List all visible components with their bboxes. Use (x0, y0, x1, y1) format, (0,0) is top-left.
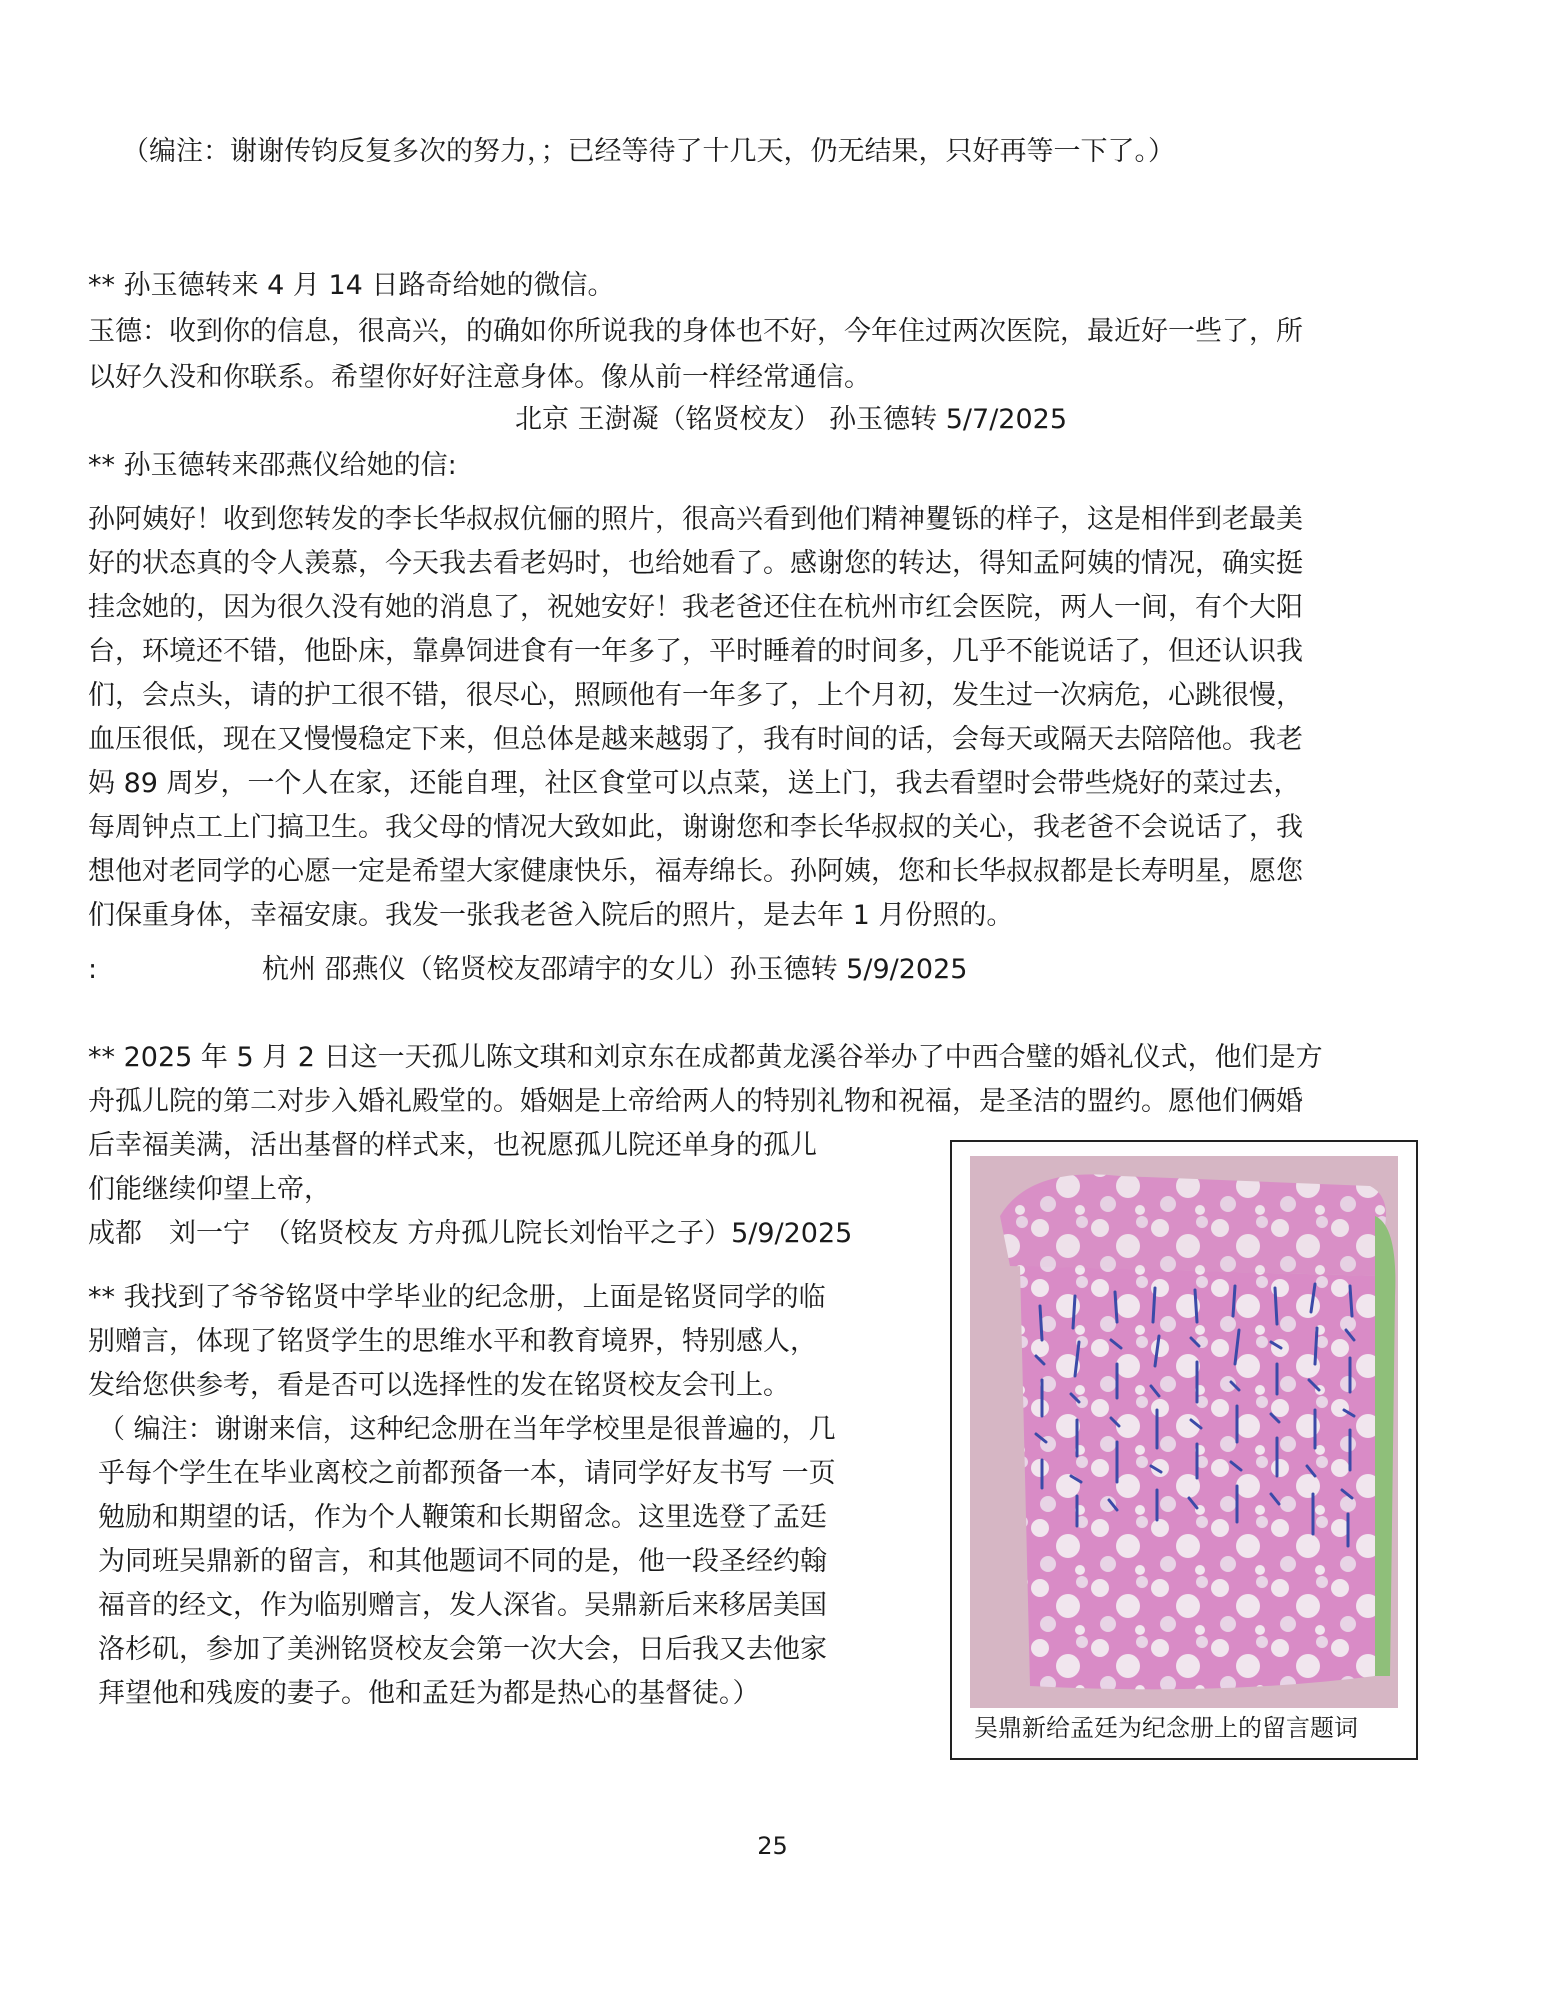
paragraph-line: 拜望他和残废的妻子。他和孟廷为都是热心的基督徒。） (98, 1678, 760, 1709)
paragraph-line: 们保重身体，幸福安康。我发一张我老爸入院后的照片，是去年 1 月份照的。 (88, 900, 1014, 931)
paragraph-line: 血压很低，现在又慢慢稳定下来，但总体是越来越弱了，我有时间的话，会每天或隔天去陪陪他。我老 (88, 724, 1303, 755)
signature-wang: 北京 王澍凝（铭贤校友） 孙玉德转 5/7/2025 (515, 404, 1068, 435)
paragraph-line: 好的状态真的令人羡慕，今天我去看老妈时，也给她看了。感谢您的转达，得知孟阿姨的情况，确实挺 (88, 548, 1303, 579)
paragraph-line: ** 我找到了爷爷铭贤中学毕业的纪念册，上面是铭贤同学的临 (88, 1282, 826, 1313)
paragraph-line: 勉励和期望的话，作为个人鞭策和长期留念。这里选登了孟廷 (98, 1502, 827, 1533)
paragraph-line: 玉德：收到你的信息，很高兴，的确如你所说我的身体也不好，今年住过两次医院，最近好一些了，所 (88, 316, 1303, 347)
album-editor-note (98, 1408, 836, 1716)
paragraph-line: 妈 89 周岁，一个人在家，还能自理，社区食堂可以点菜，送上门，我去看望时会带些烧好的菜过去， (88, 768, 1301, 799)
paragraph-line: 想他对老同学的心愿一定是希望大家健康快乐，福寿绵长。孙阿姨，您和长华叔叔都是长寿明星，愿您 (88, 856, 1303, 887)
signature-colon: : (88, 954, 98, 985)
paragraph-line: ** 2025 年 5 月 2 日这一天孤儿陈文琪和刘京东在成都黄龙溪谷举办了中西合璧的婚礼仪式，他们是方 (88, 1042, 1323, 1073)
paragraph-line: 洛杉矶，参加了美洲铭贤校友会第一次大会，日后我又去他家 (98, 1634, 827, 1665)
album-illustration (970, 1156, 1398, 1708)
section-heading-shao: ** 孙玉德转来邵燕仪给她的信: (88, 450, 457, 481)
editor-note: （编注：谢谢传钧反复多次的努力，；已经等待了十几天，仍无结果，只好再等一下了。） (122, 136, 1175, 167)
album-intro (88, 1276, 826, 1408)
page-number: 25 (757, 1832, 788, 1860)
signature-shao: 杭州 邵燕仪（铭贤校友邵靖宇的女儿）孙玉德转 5/9/2025 (262, 954, 968, 985)
letter-body-shao (88, 498, 1303, 938)
photo-caption: 吴鼎新给孟廷为纪念册上的留言题词 (974, 1714, 1358, 1742)
paragraph-line: 后幸福美满，活出基督的样式来，也祝愿孤儿院还单身的孤儿 (88, 1130, 817, 1161)
paragraph-line: 别赠言，体现了铭贤学生的思维水平和教育境界，特别感人， (88, 1326, 817, 1357)
paragraph-line: 们，会点头，请的护工很不错，很尽心，照顾他有一年多了，上个月初，发生过一次病危，心跳很慢， (88, 680, 1303, 711)
paragraph-line: 为同班吴鼎新的留言，和其他题词不同的是，他一段圣经约翰 (98, 1546, 827, 1577)
paragraph-line: 挂念她的，因为很久没有她的消息了，祝她安好！我老爸还住在杭州市红会医院，两人一间，有个大阳 (88, 592, 1303, 623)
photo-frame (950, 1140, 1418, 1760)
paragraph-line: 以好久没和你联系。希望你好好注意身体。像从前一样经常通信。 (88, 362, 871, 393)
paragraph-line: 福音的经文，作为临别赠言，发人深省。吴鼎新后来移居美国 (98, 1590, 827, 1621)
paragraph-line: 乎每个学生在毕业离校之前都预备一本，请同学好友书写 一页 (98, 1458, 836, 1489)
section-heading-wang: ** 孙玉德转来 4 月 14 日路奇给她的微信。 (88, 270, 615, 301)
signature-chengdu: 成都 刘一宁 （铭贤校友 方舟孤儿院长刘怡平之子）5/9/2025 (88, 1218, 853, 1249)
paragraph-line: 发给您供参考，看是否可以选择性的发在铭贤校友会刊上。 (88, 1370, 790, 1401)
paragraph-line: 台，环境还不错，他卧床，靠鼻饲进食有一年多了，平时睡着的时间多，几乎不能说话了，但还认识我 (88, 636, 1303, 667)
paragraph-line: 们能继续仰望上帝， (88, 1174, 331, 1205)
paragraph-line: （ 编注：谢谢来信，这种纪念册在当年学校里是很普遍的，几 (98, 1414, 836, 1445)
paragraph-line: 孙阿姨好！收到您转发的李长华叔叔伉俪的照片，很高兴看到他们精神矍铄的样子，这是相伴到老最美 (88, 504, 1303, 535)
paragraph-line: 舟孤儿院的第二对步入婚礼殿堂的。婚姻是上帝给两人的特别礼物和祝福，是圣洁的盟约。愿他们俩婚 (88, 1086, 1303, 1117)
album-photo (970, 1156, 1398, 1708)
paragraph-line: 每周钟点工上门搞卫生。我父母的情况大致如此，谢谢您和李长华叔叔的关心，我老爸不会说话了，我 (88, 812, 1303, 843)
